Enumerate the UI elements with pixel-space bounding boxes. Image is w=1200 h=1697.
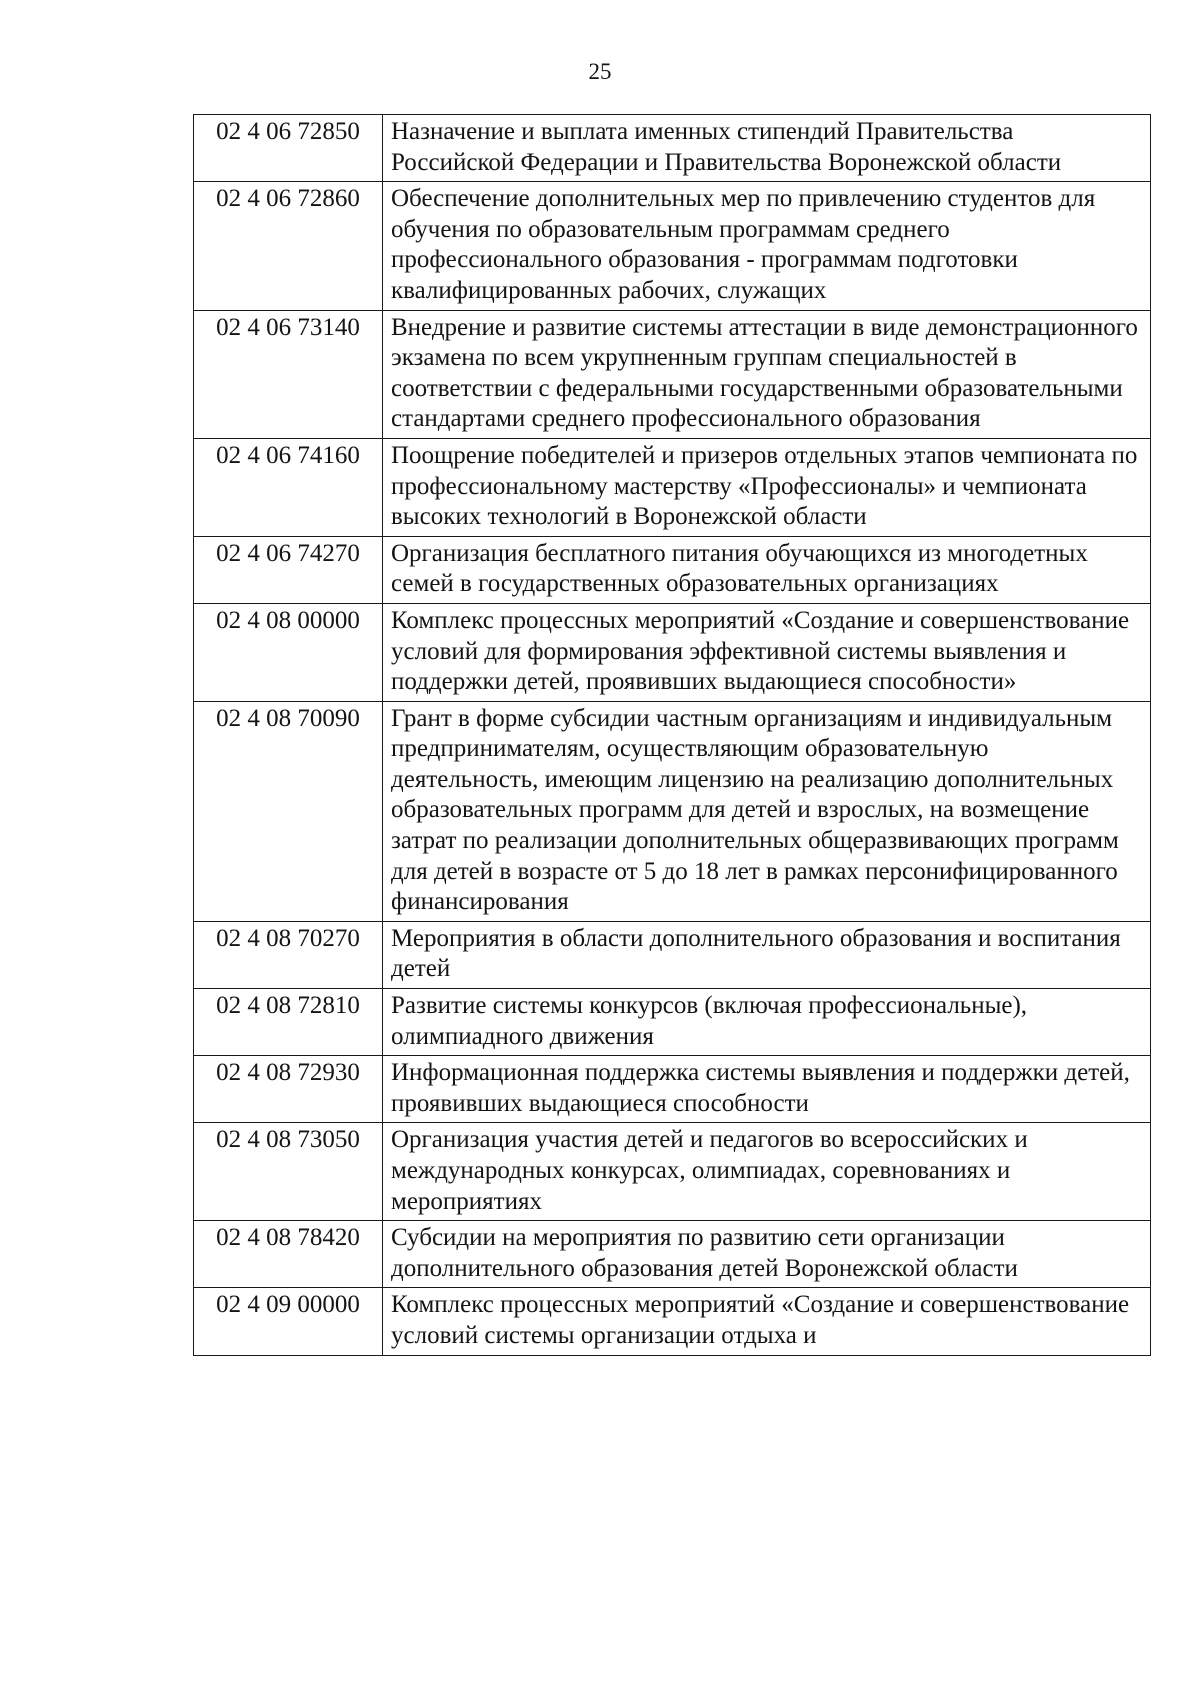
classification-code: 02 4 06 74160 [194,438,383,536]
table-row [194,603,1151,701]
page-number: 25 [588,59,612,84]
classification-code: 02 4 06 74270 [194,536,383,603]
item-description: Организация бесплатного питания обучающихся из многодетных семей в государственных образовательных организациях [383,536,1151,603]
table-row [194,115,1151,182]
classification-code: 02 4 08 70090 [194,701,383,921]
budget-classification-table [193,114,1151,1356]
item-description: Обеспечение дополнительных мер по привлечению студентов для обучения по образовательным программам среднего профессионального образования - программам подготовки квалифицированных рабочих, служащих [383,182,1151,310]
item-description: Субсидии на мероприятия по развитию сети организации дополнительного образования детей Воронежской области [383,1221,1151,1288]
item-description: Организация участия детей и педагогов во всероссийских и международных конкурсах, олимпиадах, соревнованиях и мероприятиях [383,1123,1151,1221]
table-row [194,1221,1151,1288]
table-row [194,438,1151,536]
item-description: Назначение и выплата именных стипендий Правительства Российской Федерации и Правительства Воронежской области [383,115,1151,182]
table-row [194,310,1151,438]
table-row [194,701,1151,921]
item-description: Комплекс процессных мероприятий «Создание и совершенствование условий системы организации отдыха и [383,1288,1151,1355]
classification-code: 02 4 06 72860 [194,182,383,310]
item-description: Развитие системы конкурсов (включая профессиональные), олимпиадного движения [383,989,1151,1056]
classification-code: 02 4 08 00000 [194,603,383,701]
classification-code: 02 4 09 00000 [194,1288,383,1355]
item-description: Информационная поддержка системы выявления и поддержки детей, проявивших выдающиеся способности [383,1056,1151,1123]
table-row [194,921,1151,988]
item-description: Мероприятия в области дополнительного образования и воспитания детей [383,921,1151,988]
classification-code: 02 4 08 73050 [194,1123,383,1221]
table-row [194,989,1151,1056]
classification-code: 02 4 08 78420 [194,1221,383,1288]
classification-code: 02 4 08 72930 [194,1056,383,1123]
table-row [194,182,1151,310]
classification-code: 02 4 08 70270 [194,921,383,988]
item-description: Грант в форме субсидии частным организациям и индивидуальным предпринимателям, осуществляющим образовательную деятельность, имеющим лицензию на реализацию дополнительных образовательных программ для детей и взрослых, на возмещение затрат по реализации дополнительных общеразвивающих программ для детей в возрасте от 5 до 18 лет в рамках персонифицированного финансирования [383,701,1151,921]
item-description: Поощрение победителей и призеров отдельных этапов чемпионата по профессиональному мастерству «Профессионалы» и чемпионата высоких технологий в Воронежской области [383,438,1151,536]
table-row [194,1056,1151,1123]
classification-code: 02 4 06 72850 [194,115,383,182]
item-description: Комплекс процессных мероприятий «Создание и совершенствование условий для формирования эффективной системы выявления и поддержки детей, проявивших выдающиеся способности» [383,603,1151,701]
item-description: Внедрение и развитие системы аттестации в виде демонстрационного экзамена по всем укрупненным группам специальностей в соответствии с федеральными государственными образовательными стандартами среднего профессионального образования [383,310,1151,438]
table-row [194,1288,1151,1355]
classification-code: 02 4 06 73140 [194,310,383,438]
table-row [194,1123,1151,1221]
classification-code: 02 4 08 72810 [194,989,383,1056]
table-row [194,536,1151,603]
